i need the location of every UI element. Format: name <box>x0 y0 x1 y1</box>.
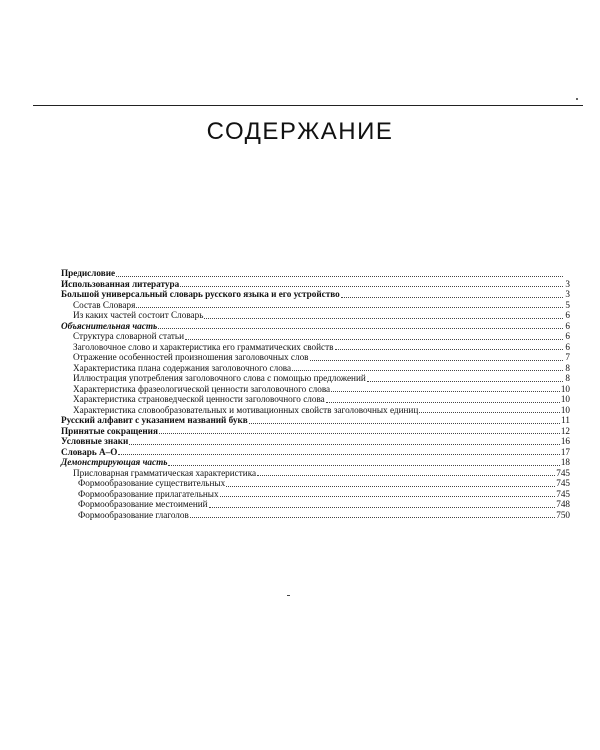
leader-dots <box>249 423 560 424</box>
table-of-contents <box>61 268 570 520</box>
toc-entry-page: 8 <box>565 362 570 373</box>
toc-entry-title: Характеристика словообразовательных и мотивационных свойств заголовочных единиц <box>73 404 419 415</box>
toc-entry-page: 7 <box>565 352 570 362</box>
toc-entry-title: Принятые сокращения <box>61 425 158 436</box>
toc-entry-page: 3 <box>565 289 570 299</box>
leader-dots <box>292 370 563 371</box>
leader-dots <box>326 402 560 403</box>
leader-dots <box>419 412 560 413</box>
toc-entry[interactable] <box>61 447 570 458</box>
toc-entry[interactable] <box>61 342 570 353</box>
toc-entry-page: 5 <box>565 299 570 310</box>
toc-entry-title: Заголовочное слово и характеристика его грамматических свойств <box>73 341 334 352</box>
leader-dots <box>209 507 556 508</box>
toc-entry[interactable] <box>61 489 570 500</box>
toc-entry[interactable] <box>61 478 570 489</box>
toc-entry[interactable] <box>61 279 570 290</box>
toc-entry-page: 12 <box>560 425 570 436</box>
toc-entry[interactable] <box>61 321 570 332</box>
toc-entry-page: 3 <box>565 278 570 289</box>
toc-entry[interactable] <box>61 426 570 437</box>
toc-entry[interactable] <box>61 352 570 363</box>
corner-dot <box>576 98 578 100</box>
toc-entry[interactable] <box>61 457 570 468</box>
toc-entry-title: Формообразование местоимений <box>78 499 208 509</box>
leader-dots <box>341 297 563 298</box>
toc-entry[interactable] <box>61 405 570 416</box>
toc-entry-page: 6 <box>565 320 570 331</box>
toc-entry-page: 750 <box>556 509 570 520</box>
leader-dots <box>310 360 563 361</box>
toc-entry[interactable] <box>61 289 570 300</box>
toc-entry-page: 745 <box>556 467 570 478</box>
toc-entry-title: Предисловие <box>61 268 116 278</box>
toc-entry-title: Иллюстрация употребления заголовочного слова с помощью предложений <box>73 373 366 383</box>
toc-entry-page: 6 <box>565 310 570 320</box>
leader-dots <box>226 486 555 487</box>
toc-entry[interactable] <box>61 300 570 311</box>
toc-entry[interactable] <box>61 499 570 510</box>
toc-entry-title: Формообразование прилагательных <box>78 488 219 499</box>
leader-dots <box>367 381 563 382</box>
toc-entry-title: Характеристика страноведческой ценности заголовочного слова <box>73 394 325 404</box>
toc-entry-page: 18 <box>560 457 570 467</box>
leader-dots <box>129 444 559 445</box>
leader-dots <box>136 307 563 308</box>
leader-dots <box>335 349 564 350</box>
toc-entry-page: 6 <box>565 341 570 352</box>
toc-entry-page: 6 <box>565 331 570 341</box>
toc-entry-title: Большой универсальный словарь русского языка и его устройство <box>61 289 340 299</box>
leader-dots <box>331 391 560 392</box>
leader-dots <box>257 475 555 476</box>
page-title: СОДЕРЖАНИЕ <box>206 118 394 145</box>
toc-entry-title: Объяснительная часть <box>61 320 158 331</box>
toc-entry[interactable] <box>61 415 570 426</box>
toc-entry-page: 11 <box>561 415 570 425</box>
leader-dots <box>158 328 563 329</box>
toc-entry[interactable] <box>61 373 570 384</box>
toc-entry-title: Структура словарной статьи <box>73 331 185 341</box>
toc-entry-title: Отражение особенностей произношения заголовочных слов <box>73 352 309 362</box>
toc-entry-page: 10 <box>560 383 570 394</box>
toc-entry-page: 10 <box>560 404 570 415</box>
leader-dots <box>116 276 563 277</box>
leader-dots <box>180 286 563 287</box>
toc-entry-page: 748 <box>556 499 570 509</box>
toc-entry-title: Формообразование глаголов <box>78 509 189 520</box>
toc-entry-title: Состав Словаря <box>73 299 136 310</box>
leader-dots <box>204 318 563 319</box>
toc-entry-title: Из каких частей состоит Словарь <box>73 310 204 320</box>
toc-entry[interactable] <box>61 510 570 521</box>
toc-entry-title: Использованная литература <box>61 278 180 289</box>
leader-dots <box>118 454 559 455</box>
toc-entry[interactable] <box>61 436 570 447</box>
toc-entry-title: Присловарная грамматическая характеристика <box>73 467 257 478</box>
toc-entry-page: 16 <box>560 436 570 446</box>
toc-entry-title: Условные знаки <box>61 436 129 446</box>
toc-entry[interactable] <box>61 268 570 279</box>
top-rule <box>33 105 583 106</box>
toc-entry[interactable] <box>61 468 570 479</box>
toc-entry-title: Демонстрирующая часть <box>61 457 168 467</box>
leader-dots <box>220 496 556 497</box>
toc-entry-page: 745 <box>556 488 570 499</box>
toc-entry-title: Формообразование существительных <box>78 478 226 488</box>
toc-entry[interactable] <box>61 310 570 321</box>
toc-entry[interactable] <box>61 394 570 405</box>
toc-entry[interactable] <box>61 363 570 374</box>
toc-entry[interactable] <box>61 331 570 342</box>
toc-entry[interactable] <box>61 384 570 395</box>
toc-entry-page: 17 <box>560 446 570 457</box>
page-mark <box>287 595 290 596</box>
toc-entry-page: 10 <box>560 394 570 404</box>
toc-entry-title: Русский алфавит с указанием названий букв <box>61 415 248 425</box>
toc-entry-title: Словарь А–О <box>61 446 118 457</box>
leader-dots <box>168 465 559 466</box>
leader-dots <box>190 517 555 518</box>
leader-dots <box>185 339 563 340</box>
toc-entry-page: 8 <box>565 373 570 383</box>
toc-entry-title: Характеристика фразеологической ценности заголовочного слова <box>73 383 331 394</box>
leader-dots <box>159 433 560 434</box>
toc-entry-page: 745 <box>556 478 570 488</box>
toc-entry-title: Характеристика плана содержания заголовочного слова <box>73 362 292 373</box>
